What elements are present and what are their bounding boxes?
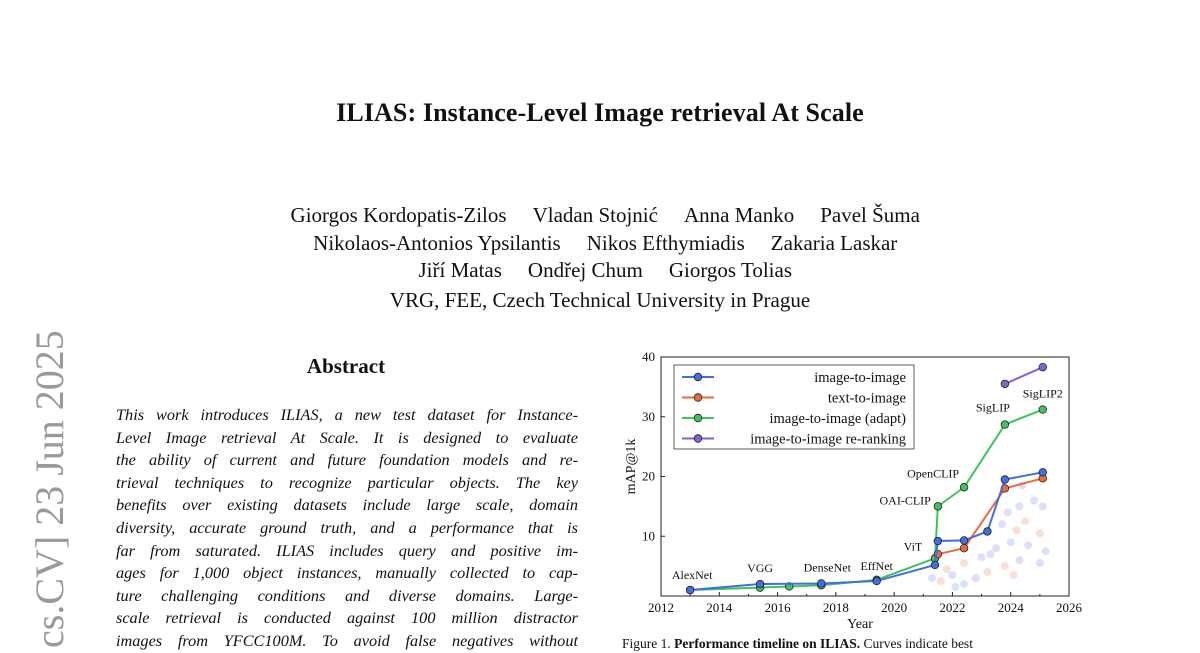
legend-swatch-marker bbox=[694, 394, 702, 402]
data-point bbox=[960, 544, 968, 552]
legend-swatch-marker bbox=[694, 373, 702, 381]
background-point bbox=[992, 544, 1000, 552]
point-annotation: OAI-CLIP bbox=[879, 493, 931, 508]
background-point bbox=[972, 574, 980, 582]
background-point bbox=[1015, 556, 1023, 564]
background-point bbox=[1004, 508, 1012, 516]
caption-prefix: Figure 1. bbox=[622, 636, 675, 651]
x-tick-label: 2014 bbox=[706, 600, 733, 615]
arxiv-stamp: cs.CV] 23 Jun 2025 bbox=[27, 330, 72, 648]
x-tick-label: 2016 bbox=[764, 600, 791, 615]
abstract-line: images from YFCC100M. To avoid false negatives without bbox=[116, 630, 578, 650]
abstract-line: diversity, accurate ground truth, and a performance that is bbox=[116, 517, 578, 537]
author-name: Nikos Efthymiadis bbox=[586, 231, 745, 255]
y-axis-label: mAP@1k bbox=[624, 438, 639, 495]
author-name: Giorgos Tolias bbox=[668, 258, 792, 282]
y-tick-label: 20 bbox=[642, 468, 655, 484]
point-annotation: AlexNet bbox=[671, 568, 713, 583]
background-point bbox=[937, 577, 945, 585]
y-tick-label: 10 bbox=[642, 528, 655, 544]
caption-rest: Curves indicate best bbox=[860, 636, 973, 651]
point-annotation: EffNet bbox=[860, 558, 893, 573]
background-point bbox=[998, 520, 1006, 528]
background-point bbox=[1036, 529, 1044, 537]
data-point bbox=[934, 503, 942, 511]
background-point bbox=[1042, 547, 1050, 555]
point-annotation: DenseNet bbox=[803, 560, 851, 575]
data-point bbox=[756, 580, 764, 588]
background-point bbox=[986, 550, 994, 558]
legend bbox=[674, 365, 914, 449]
author-name: Anna Manko bbox=[683, 203, 795, 227]
figure-caption bbox=[622, 636, 973, 652]
data-point bbox=[960, 483, 968, 491]
abstract-body bbox=[116, 404, 578, 653]
data-point bbox=[1039, 363, 1047, 371]
data-point bbox=[960, 537, 968, 545]
y-tick-label: 40 bbox=[642, 349, 655, 364]
x-tick-label: 2026 bbox=[1056, 600, 1082, 615]
abstract-line: scale retrieval is conducted against 100 million distractor bbox=[116, 608, 578, 628]
background-point bbox=[948, 571, 956, 579]
background-point bbox=[1010, 571, 1018, 579]
background-point bbox=[1007, 538, 1015, 546]
background-point bbox=[1001, 562, 1009, 570]
data-point bbox=[1001, 421, 1009, 429]
author-name: Jiří Matas bbox=[418, 258, 502, 282]
author-name: Nikolaos-Antonios Ypsilantis bbox=[313, 231, 561, 255]
abstract-line: far from saturated. ILIAS includes query and positive im- bbox=[116, 540, 578, 560]
background-point bbox=[928, 574, 936, 582]
data-point bbox=[817, 580, 825, 588]
legend-label: text-to-image bbox=[827, 390, 906, 407]
legend-label: image-to-image re-ranking bbox=[750, 431, 906, 448]
performance-timeline-chart bbox=[612, 348, 1082, 640]
point-annotation: VGG bbox=[747, 561, 774, 576]
background-point bbox=[951, 583, 959, 591]
background-point bbox=[960, 559, 968, 567]
background-point bbox=[943, 565, 951, 573]
point-annotation: SigLIP2 bbox=[1022, 386, 1063, 401]
data-point bbox=[1039, 469, 1047, 477]
legend-swatch-marker bbox=[694, 435, 702, 443]
author-name: Vladan Stojnić bbox=[532, 203, 658, 227]
background-point bbox=[1039, 502, 1047, 510]
data-point bbox=[934, 537, 942, 545]
author-name: Giorgos Kordopatis-Zilos bbox=[290, 203, 507, 227]
data-point bbox=[984, 528, 992, 536]
background-point bbox=[1024, 541, 1032, 549]
background-point bbox=[983, 568, 991, 576]
data-point bbox=[873, 577, 881, 585]
background-point bbox=[1021, 517, 1029, 525]
abstract-heading: Abstract bbox=[306, 354, 386, 378]
abstract-line: trieval techniques to recognize particular objects. The key bbox=[116, 472, 578, 492]
abstract-line: benefits over existing datasets include large scale, domain bbox=[116, 495, 578, 515]
data-point bbox=[686, 586, 694, 594]
background-point bbox=[1013, 526, 1021, 534]
data-point bbox=[1001, 476, 1009, 484]
x-tick-label: 2012 bbox=[648, 600, 674, 615]
data-point bbox=[931, 561, 939, 569]
background-point bbox=[1036, 559, 1044, 567]
author-line-3 bbox=[0, 233, 1200, 283]
x-tick-label: 2018 bbox=[822, 600, 849, 615]
abstract-line: ture challenging conditions and diverse domains. Large- bbox=[116, 585, 578, 605]
legend-label: image-to-image (adapt) bbox=[769, 411, 906, 427]
author-name: Pavel Šuma bbox=[820, 203, 920, 227]
caption-bold: Performance timeline on ILIAS. bbox=[674, 636, 861, 651]
x-tick-label: 2024 bbox=[997, 600, 1024, 615]
point-annotation: OpenCLIP bbox=[907, 466, 960, 481]
x-tick-label: 2022 bbox=[939, 600, 966, 615]
legend-swatch-marker bbox=[694, 414, 702, 422]
background-point bbox=[1030, 496, 1038, 504]
background-point bbox=[1015, 502, 1023, 510]
x-tick-label: 2020 bbox=[881, 600, 908, 615]
affiliation: VRG, FEE, Czech Technical University in Prague bbox=[389, 288, 811, 312]
data-point bbox=[1039, 406, 1047, 414]
paper-title: ILIAS: Instance-Level Image retrieval At Scale bbox=[336, 98, 864, 127]
x-axis-label: Year bbox=[847, 617, 873, 632]
background-point bbox=[978, 553, 986, 561]
point-annotation: SigLIP bbox=[975, 400, 1010, 415]
background-points-layer bbox=[928, 481, 1050, 591]
series-line bbox=[1005, 367, 1043, 384]
abstract-line: Level Image retrieval At Scale. It is designed to evaluate bbox=[116, 427, 578, 447]
data-point bbox=[1001, 380, 1009, 388]
author-name: Zakaria Laskar bbox=[770, 231, 898, 255]
author-name: Ondřej Chum bbox=[527, 258, 643, 282]
y-tick-label: 30 bbox=[642, 408, 655, 424]
point-annotation: ViT bbox=[903, 539, 923, 554]
legend-label: image-to-image bbox=[814, 370, 906, 386]
background-point bbox=[960, 580, 968, 588]
abstract-line: ages for 1,000 object instances, manually collected to cap- bbox=[116, 563, 578, 583]
abstract-line: This work introduces ILIAS, a new test dataset for Instance- bbox=[116, 405, 578, 424]
abstract-line: the ability of current and future foundation models and re- bbox=[116, 450, 578, 470]
